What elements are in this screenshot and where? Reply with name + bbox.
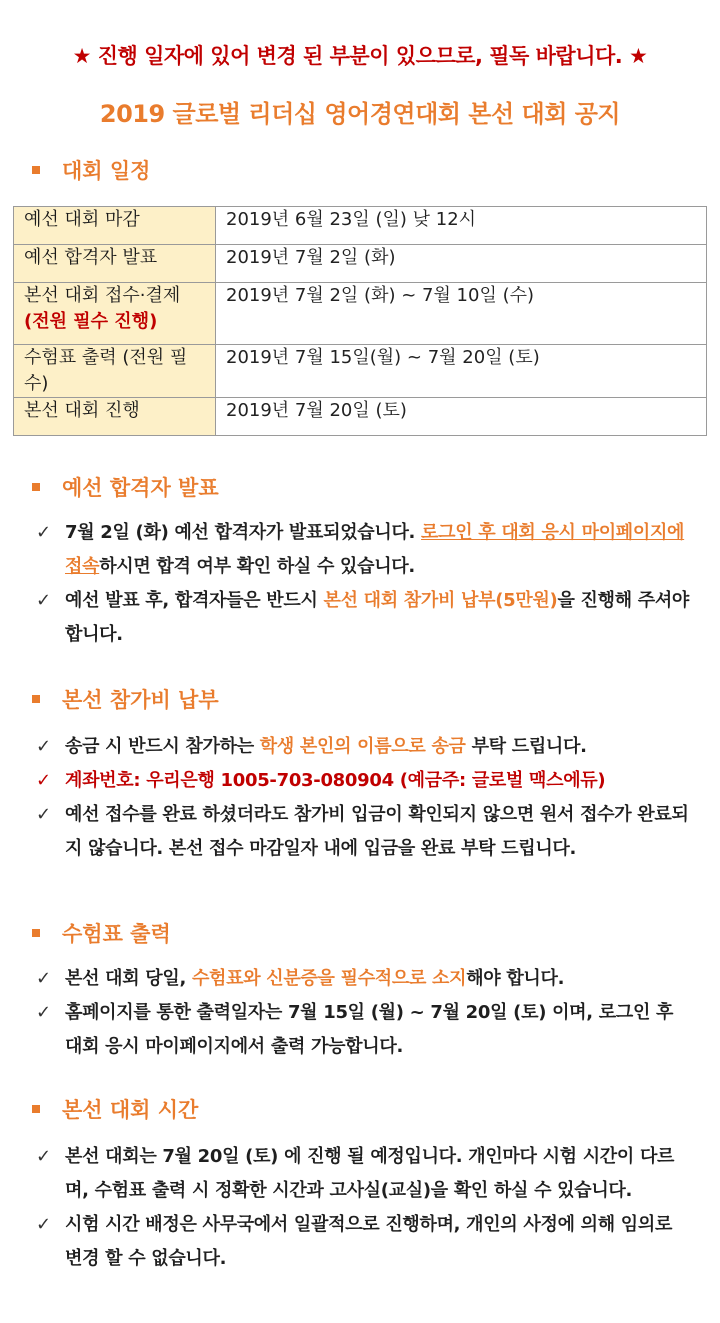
highlight-text: 본선 대회 참가비 납부(5만원) — [323, 590, 558, 611]
item-text: 하시면 합격 여부 확인 하실 수 있습니다. — [99, 556, 415, 577]
schedule-table — [13, 206, 707, 436]
item-text: 홈페이지를 통한 출력일자는 7월 15일 (월) ~ 7월 20일 (토) 이며, 로그인 후 대회 응시 마이페이지에서 출력 가능합니다. — [65, 1002, 674, 1057]
check-icon: ✓ — [36, 804, 51, 825]
check-icon: ✓ — [36, 968, 51, 989]
section-heading: 예선 합격자 발표 — [62, 476, 219, 500]
item-text: 예선 접수를 완료 하셨더라도 참가비 입금이 확인되지 않으면 원서 접수가 완료되지 않습니다. 본선 접수 마감일자 내에 입금을 완료 부탁 드립니다. — [65, 804, 689, 859]
mypage-login-link[interactable]: 로그인 후 대회 응시 마이페이지에 접속 — [65, 522, 685, 577]
table-row — [14, 345, 707, 398]
section-heading: 본선 대회 시간 — [62, 1098, 199, 1122]
schedule-label: 예선 합격자 발표 — [14, 245, 216, 283]
square-bullet-icon — [32, 166, 40, 174]
list-item — [36, 962, 690, 996]
schedule-date: 2019년 7월 15일(월) ~ 7월 20일 (토) — [216, 345, 707, 398]
schedule-label: 수험표 출력 (전원 필수) — [14, 345, 216, 398]
list-item — [36, 1208, 690, 1276]
item-text: 7월 2일 (화) 예선 합격자가 발표되었습니다. — [65, 522, 422, 543]
prelim-result-list — [0, 516, 720, 652]
check-icon: ✓ — [36, 1214, 51, 1235]
square-bullet-icon — [32, 929, 40, 937]
list-item — [36, 516, 690, 584]
schedule-date: 2019년 6월 23일 (일) 낮 12시 — [216, 207, 707, 245]
item-text: 본선 대회는 7월 20일 (토) 에 진행 될 예정입니다. 개인마다 시험 시간이 다르며, 수험표 출력 시 정확한 시간과 고사실(교실)을 확인 하실 수 있습니다. — [65, 1146, 675, 1201]
bank-account-item — [36, 764, 690, 798]
table-row — [14, 207, 707, 245]
list-item — [36, 730, 690, 764]
item-text: 본선 대회 당일, — [65, 968, 192, 989]
fee-list — [0, 730, 720, 866]
schedule-label: 본선 대회 진행 — [14, 398, 216, 436]
table-row — [14, 245, 707, 283]
section-title-ticket — [0, 918, 720, 948]
schedule-date: 2019년 7월 2일 (화) — [216, 245, 707, 283]
ticket-list — [0, 962, 720, 1064]
schedule-date: 2019년 7월 2일 (화) ~ 7월 10일 (수) — [216, 283, 707, 345]
item-text: 시험 시간 배정은 사무국에서 일괄적으로 진행하며, 개인의 사정에 의해 임의로 변경 할 수 없습니다. — [65, 1214, 673, 1269]
section-title-prelim-result — [0, 472, 720, 502]
section-heading: 대회 일정 — [62, 159, 151, 183]
table-row — [14, 398, 707, 436]
check-icon: ✓ — [36, 590, 51, 611]
check-icon: ✓ — [36, 1146, 51, 1167]
exam-time-list — [0, 1140, 720, 1276]
check-icon: ✓ — [36, 736, 51, 757]
item-text: 예선 발표 후, 합격자들은 반드시 — [65, 590, 324, 611]
list-item — [36, 798, 690, 866]
check-icon: ✓ — [36, 770, 51, 791]
section-title-exam-time — [0, 1094, 720, 1124]
square-bullet-icon — [32, 1105, 40, 1113]
schedule-required-note: (전원 필수 진행) — [24, 311, 158, 332]
section-heading: 본선 참가비 납부 — [62, 688, 219, 712]
highlight-text: 학생 본인의 이름으로 송금 — [259, 736, 466, 757]
item-text: 해야 합니다. — [466, 968, 565, 989]
list-item — [36, 996, 690, 1064]
schedule-label: 본선 대회 접수·결제 — [24, 285, 181, 306]
list-item — [36, 1140, 690, 1208]
square-bullet-icon — [32, 695, 40, 703]
list-item — [36, 584, 690, 652]
check-icon: ✓ — [36, 522, 51, 543]
item-text: 을 진행해 주셔야 합니다. — [65, 590, 690, 645]
check-icon: ✓ — [36, 1002, 51, 1023]
section-title-fee — [0, 684, 720, 714]
section-heading: 수험표 출력 — [62, 922, 171, 946]
schedule-label: 예선 대회 마감 — [14, 207, 216, 245]
change-notice: ★ 진행 일자에 있어 변경 된 부분이 있으므로, 필독 바랍니다. ★ — [72, 44, 648, 68]
highlight-text: 수험표와 신분증을 필수적으로 소지 — [191, 968, 467, 989]
item-text: 부탁 드립니다. — [465, 736, 587, 757]
table-row — [14, 283, 707, 345]
section-title-schedule — [0, 155, 720, 185]
page-title: 2019 글로벌 리더십 영어경연대회 본선 대회 공지 — [99, 100, 621, 128]
schedule-date: 2019년 7월 20일 (토) — [216, 398, 707, 436]
item-text: 송금 시 반드시 참가하는 — [65, 736, 260, 757]
item-text: 계좌번호: 우리은행 1005-703-080904 (예금주: 글로벌 맥스에듀) — [65, 770, 606, 791]
square-bullet-icon — [32, 483, 40, 491]
schedule-label-cell — [14, 283, 216, 345]
